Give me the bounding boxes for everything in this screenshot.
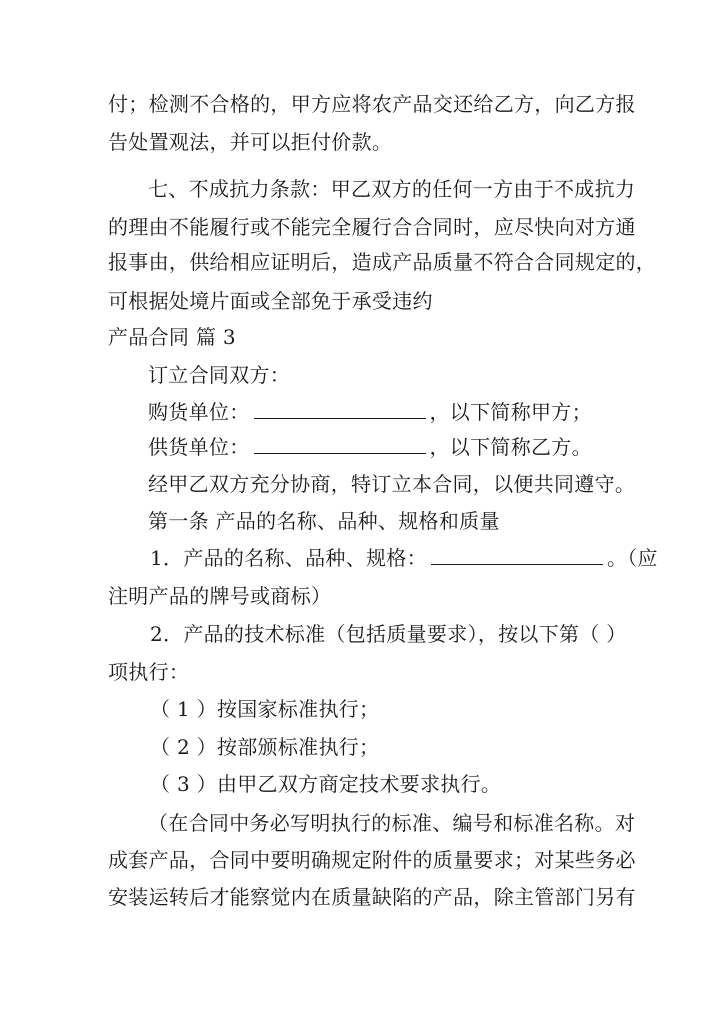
supplier-blank	[254, 435, 426, 454]
text-line: 成套产品，合同中要明确规定附件的质量要求；对某些务必	[108, 848, 636, 872]
product-spec-blank	[431, 546, 603, 565]
list-item: （ 1 ）按国家标准执行；	[150, 697, 380, 721]
text-line: 可根据处境片面或全部免于承受违约	[108, 289, 433, 313]
text-line: 2．产品的技术标准（包括质量要求），按以下第（ ）	[150, 622, 627, 646]
text-line: 付；检测不合格的，甲方应将农产品交还给乙方，向乙方报	[108, 92, 636, 116]
supplier-suffix: ，以下简称乙方。	[429, 435, 592, 459]
section-heading: 产品合同 篇 3	[108, 325, 236, 349]
list-item: （ 3 ）由甲乙双方商定技术要求执行。	[150, 772, 502, 796]
text-line: 安装运转后才能察觉内在质量缺陷的产品，除主管部门另有	[108, 885, 636, 909]
supplier-line	[148, 435, 720, 459]
text-line: 订立合同双方：	[148, 363, 291, 387]
buyer-label: 购货单位：	[148, 400, 250, 424]
product-spec-line	[150, 546, 720, 570]
supplier-label: 供货单位：	[148, 435, 250, 459]
text-line: 的理由不能履行或不能完全履行合合同时，应尽快向对方通	[108, 215, 636, 239]
text-line: 注明产品的牌号或商标）	[108, 584, 332, 608]
text-line: 报事由，供给相应证明后，造成产品质量不符合合同规定的，	[108, 250, 657, 274]
text-line: （在合同中务必写明执行的标准、编号和标准名称。对	[148, 811, 636, 835]
text-line: 项执行：	[108, 660, 190, 684]
buyer-line	[148, 400, 720, 424]
list-item: （ 2 ）按部颁标准执行；	[150, 735, 380, 759]
product-spec-suffix: 。（应	[606, 546, 658, 570]
article-heading: 第一条 产品的名称、品种、规格和质量	[148, 509, 500, 533]
product-spec-label: 1．产品的名称、品种、规格：	[150, 546, 427, 570]
text-line: 告处置观法，并可以拒付价款。	[108, 130, 393, 154]
text-line: 七、不成抗力条款：甲乙双方的任何一方由于不成抗力	[148, 177, 636, 201]
buyer-suffix: ，以下简称甲方；	[429, 400, 592, 424]
text-line: 经甲乙双方充分协商，特订立本合同，以便共同遵守。	[148, 472, 636, 496]
buyer-blank	[254, 400, 426, 419]
